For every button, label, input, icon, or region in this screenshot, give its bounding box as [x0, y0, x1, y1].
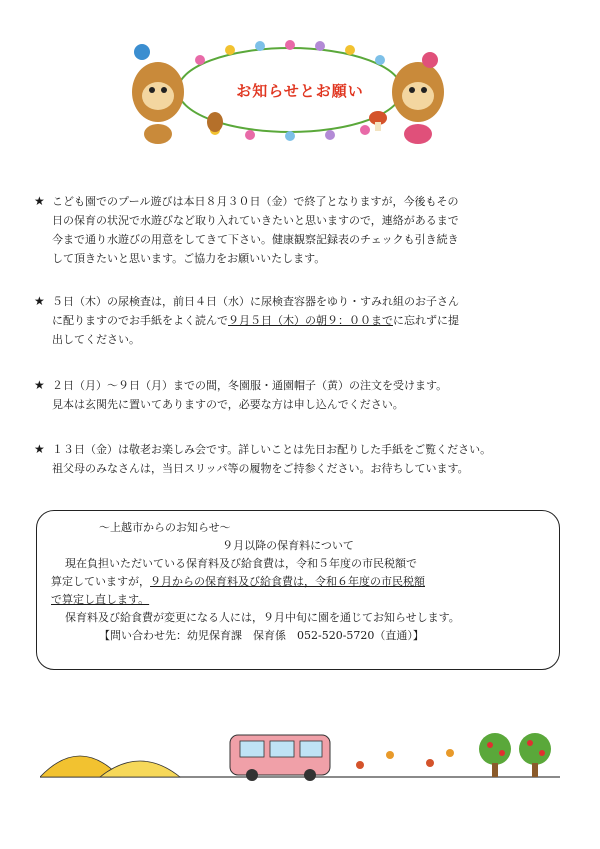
right-animal-illustration [392, 52, 444, 144]
leaves-illustration [356, 749, 454, 769]
trees-illustration [479, 733, 551, 777]
hills-illustration [40, 756, 180, 777]
notice-item [34, 440, 552, 478]
city-notice-underlined: で算定し直します。 [51, 593, 150, 606]
notice-line: 出してください。 [52, 333, 140, 346]
notice-item [34, 376, 552, 414]
footer-illustration [40, 725, 560, 785]
left-animal-illustration [132, 44, 184, 144]
notice-line: 祖父母のみなさんは，当日スリッパ等の履物をご持参ください。お待ちしています。 [52, 462, 469, 475]
notice-line: こども園でのプール遊びは本日８月３０日（金）で終了となりますが，今後もその [52, 195, 459, 208]
notice-line: して頂きたいと思います。ご協力をお願いいたします。 [52, 252, 326, 265]
city-notice-contact: 【問い合わせ先：幼児保育課 保育係 052-520-5720（直通）】 [99, 629, 424, 642]
city-notice-heading: ～上越市からのお知らせ～ [99, 521, 231, 534]
star-icon: ★ [34, 442, 45, 456]
notice-line: ２日（月）～９日（月）までの間，冬園服・通園帽子（黄）の注文を受けます。 [52, 379, 448, 392]
deadline-text: ９月５日（木）の朝９：００まで [228, 314, 393, 327]
notice-item [34, 292, 552, 349]
notice-text: に忘れずに提 [393, 314, 459, 327]
star-icon: ★ [34, 194, 45, 208]
city-notice-box [36, 510, 560, 670]
notice-text: に配りますのでお手紙をよく読んで [52, 314, 228, 327]
star-icon: ★ [34, 294, 45, 308]
notice-line: 日の保育の状況で水遊びなど取り入れていきたいと思いますので，連絡があるまで [52, 214, 459, 227]
city-notice-line [51, 591, 545, 609]
notice-line: １３日（金）は敬老お楽しみ会です。詳しいことは先日お配りした手紙をご覧ください。 [52, 443, 492, 456]
city-notice-line [51, 573, 545, 591]
city-notice-underlined: ９月からの保育料及び給食費は，令和６年度の市民税額 [150, 575, 425, 588]
star-icon: ★ [34, 378, 45, 392]
notice-item [34, 192, 552, 268]
city-notice-line: 現在負担いただいている保育料及び給食費は，令和５年度の市民税額で [65, 557, 417, 570]
city-notice-subheading: ９月以降の保育料について [222, 539, 354, 552]
city-notice-text: 算定していますが， [51, 575, 150, 588]
notice-line: 今まで通り水遊びの用意をしてきて下さい。健康観察記録表のチェックも引き続き [52, 233, 459, 246]
notice-line: 見本は玄関先に置いてありますので，必要な方は申し込んでください。 [52, 398, 404, 411]
notice-line: ５日（木）の尿検査は，前日４日（水）に尿検査容器をゆり・すみれ組のお子さん [52, 295, 459, 308]
acorn-illustration [207, 111, 387, 132]
bus-illustration [230, 735, 330, 781]
page-title: お知らせとお願い [236, 82, 364, 100]
notice-line [52, 311, 552, 330]
city-notice-line: 保育料及び給食費が変更になる人には，９月中旬に園を通じてお知らせします。 [65, 611, 460, 624]
